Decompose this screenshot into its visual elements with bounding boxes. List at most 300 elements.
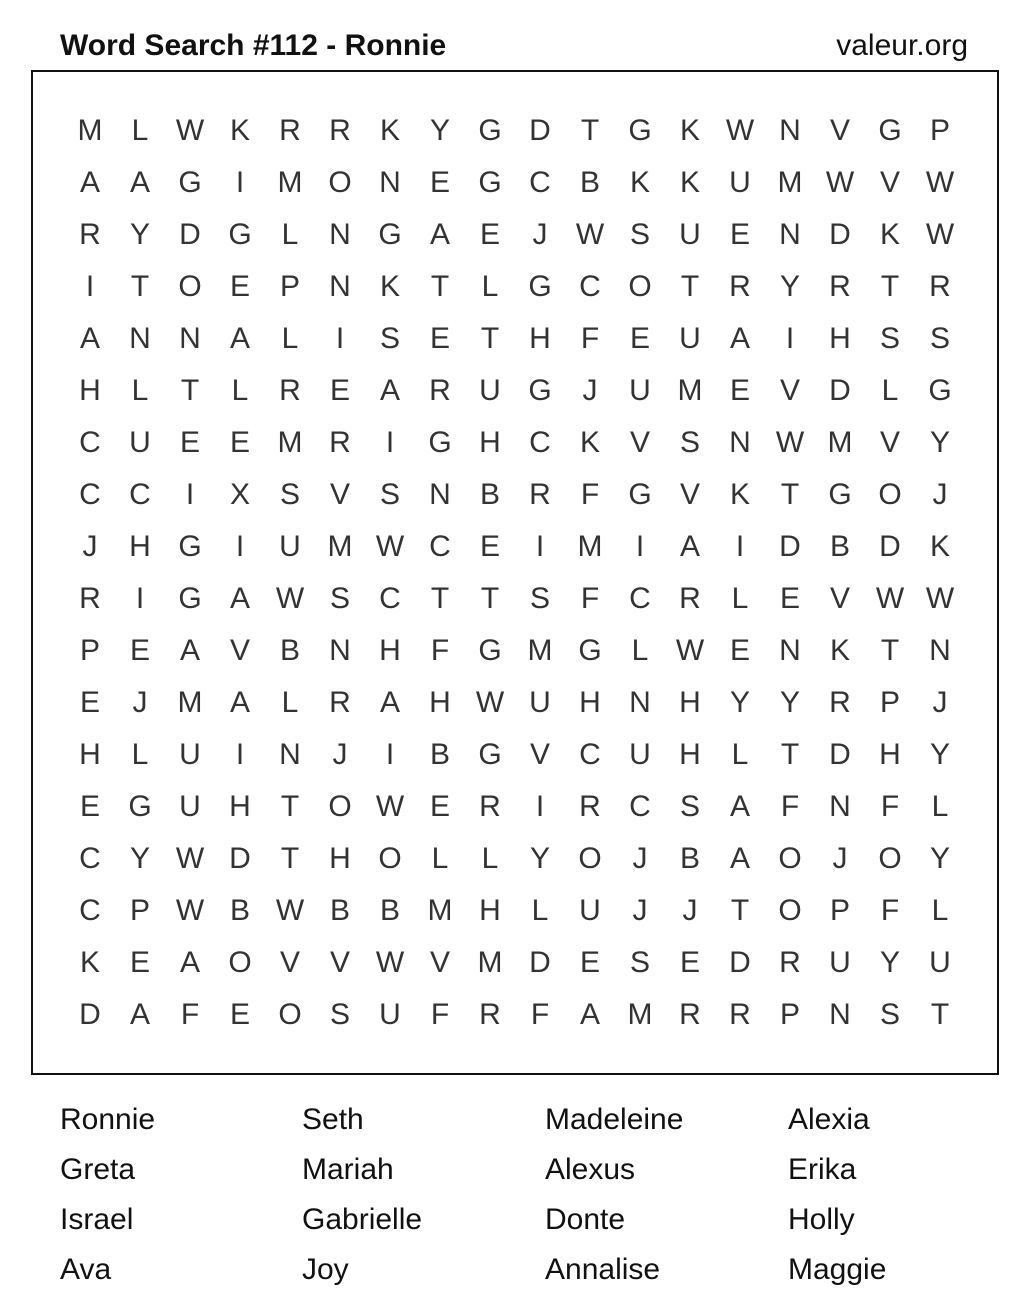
grid-letter: O [778, 842, 802, 875]
grid-letter: F [580, 582, 600, 615]
grid-letter: J [632, 842, 648, 875]
grid-letter: J [532, 218, 548, 251]
grid-letter: D [79, 998, 101, 1031]
grid-letter: O [578, 842, 602, 875]
grid-letter: O [178, 270, 202, 303]
grid-letter: U [279, 530, 301, 563]
grid-letter: E [129, 634, 150, 667]
grid-letter: U [479, 374, 501, 407]
grid-letter: G [528, 270, 552, 303]
grid-letter: H [379, 634, 401, 667]
grid-letter: Y [929, 738, 950, 771]
page-title: Word Search #112 - Ronnie [60, 29, 447, 62]
grid-letter: D [229, 842, 251, 875]
grid-letter: L [431, 842, 449, 875]
grid-letter: S [529, 582, 550, 615]
grid-letter: C [429, 530, 451, 563]
grid-letter: U [579, 894, 601, 927]
grid-letter: W [925, 166, 955, 199]
grid-letter: U [729, 166, 751, 199]
grid-letter: K [929, 530, 950, 563]
grid-letter: E [229, 998, 250, 1031]
grid-letter: R [829, 686, 851, 719]
grid-letter: I [735, 530, 745, 563]
grid-letter: C [79, 894, 101, 927]
grid-letter: G [928, 374, 952, 407]
grid-letter: T [180, 374, 200, 407]
grid-letter: J [332, 738, 348, 771]
grid-letter: C [79, 478, 101, 511]
grid-letter: L [231, 374, 249, 407]
grid-letter: G [828, 478, 852, 511]
grid-letter: C [79, 842, 101, 875]
grid-letter: D [879, 530, 901, 563]
grid-letter: G [528, 374, 552, 407]
grid-letter: H [229, 790, 251, 823]
grid-letter: M [277, 426, 303, 459]
word-list-item: Holly [788, 1203, 855, 1236]
grid-letter: P [279, 270, 300, 303]
grid-letter: U [129, 426, 151, 459]
grid-letter: F [530, 998, 550, 1031]
grid-letter: C [529, 166, 551, 199]
grid-letter: T [880, 634, 900, 667]
grid-letter: U [679, 322, 701, 355]
grid-letter: S [679, 426, 700, 459]
grid-letter: R [329, 686, 351, 719]
grid-letter: D [729, 946, 751, 979]
grid-letter: I [385, 426, 395, 459]
grid-letter: A [229, 322, 250, 355]
grid-letter: W [875, 582, 905, 615]
grid-letter: S [879, 322, 900, 355]
grid-letter: W [375, 790, 405, 823]
grid-letter: R [79, 218, 101, 251]
site-name: valeur.org [836, 29, 968, 62]
grid-letter: A [229, 686, 250, 719]
grid-letter: E [329, 374, 350, 407]
grid-letter: X [229, 478, 250, 511]
grid-letter: C [629, 790, 651, 823]
grid-letter: I [135, 582, 145, 615]
grid-letter: N [779, 634, 801, 667]
grid-letter: M [677, 374, 703, 407]
grid-letter: S [329, 998, 350, 1031]
grid-letter: A [129, 166, 150, 199]
grid-letter: G [178, 166, 202, 199]
grid-letter: E [479, 530, 500, 563]
grid-letter: M [577, 530, 603, 563]
word-list-item: Annalise [545, 1253, 661, 1286]
grid-letter: T [780, 478, 800, 511]
grid-letter: I [235, 738, 245, 771]
grid-letter: Y [429, 114, 450, 147]
grid-letter: K [679, 166, 700, 199]
word-list [60, 1100, 1000, 1300]
grid-letter: C [379, 582, 401, 615]
grid-letter: A [179, 634, 200, 667]
grid-letter: A [79, 322, 100, 355]
grid-letter: E [729, 374, 750, 407]
grid-letter: O [278, 998, 302, 1031]
grid-letter: G [178, 582, 202, 615]
grid-letter: N [329, 270, 351, 303]
grid-letter: N [829, 790, 851, 823]
grid-letter: L [731, 738, 749, 771]
grid-letter: L [281, 686, 299, 719]
word-list-item: Ronnie [60, 1103, 156, 1136]
grid-letter: R [479, 790, 501, 823]
grid-letter: L [531, 894, 549, 927]
grid-letter: L [281, 322, 299, 355]
grid-letter: A [379, 374, 400, 407]
grid-letter: F [180, 998, 200, 1031]
grid-letter: G [478, 634, 502, 667]
grid-letter: F [880, 894, 900, 927]
grid-letter: C [129, 478, 151, 511]
grid-letter: E [729, 634, 750, 667]
grid-letter: F [580, 478, 600, 511]
grid-letter: G [628, 114, 652, 147]
grid-letter: U [379, 998, 401, 1031]
grid-letter: E [429, 166, 450, 199]
grid-letter: U [829, 946, 851, 979]
grid-letter: E [429, 322, 450, 355]
grid-letter: V [829, 582, 850, 615]
letter-grid [33, 72, 997, 1073]
grid-letter: M [827, 426, 853, 459]
grid-letter: L [731, 582, 749, 615]
grid-letter: E [179, 426, 200, 459]
grid-letter: V [329, 478, 350, 511]
grid-letter: V [279, 946, 300, 979]
grid-letter: R [279, 114, 301, 147]
grid-letter: V [429, 946, 450, 979]
grid-letter: J [832, 842, 848, 875]
grid-letter: W [275, 582, 305, 615]
grid-letter: N [779, 218, 801, 251]
grid-letter: A [379, 686, 400, 719]
grid-letter: H [679, 738, 701, 771]
grid-letter: C [579, 270, 601, 303]
grid-letter: R [329, 114, 351, 147]
grid-letter: H [329, 842, 351, 875]
grid-letter: B [379, 894, 400, 927]
grid-letter: U [629, 374, 651, 407]
grid-letter: P [129, 894, 150, 927]
grid-letter: T [930, 998, 950, 1031]
grid-letter: N [279, 738, 301, 771]
grid-letter: A [179, 946, 200, 979]
grid-letter: W [925, 218, 955, 251]
grid-letter: I [535, 530, 545, 563]
grid-letter: K [379, 270, 400, 303]
grid-letter: N [929, 634, 951, 667]
grid-letter: F [580, 322, 600, 355]
grid-letter: G [428, 426, 452, 459]
grid-letter: N [379, 166, 401, 199]
grid-letter: E [729, 218, 750, 251]
grid-letter: K [579, 426, 600, 459]
grid-letter: L [631, 634, 649, 667]
grid-letter: A [729, 322, 750, 355]
grid-letter: R [579, 790, 601, 823]
grid-letter: E [229, 270, 250, 303]
grid-letter: R [679, 998, 701, 1031]
grid-letter: B [679, 842, 700, 875]
grid-letter: V [829, 114, 850, 147]
grid-letter: V [529, 738, 550, 771]
grid-letter: T [280, 842, 300, 875]
grid-letter: S [379, 322, 400, 355]
grid-letter: E [629, 322, 650, 355]
grid-letter: Y [779, 270, 800, 303]
grid-letter: T [130, 270, 150, 303]
grid-letter: R [929, 270, 951, 303]
grid-letter: N [779, 114, 801, 147]
grid-letter: G [628, 478, 652, 511]
grid-letter: K [879, 218, 900, 251]
grid-letter: A [579, 998, 600, 1031]
grid-letter: I [235, 166, 245, 199]
grid-letter: M [77, 114, 103, 147]
grid-letter: H [579, 686, 601, 719]
grid-letter: G [878, 114, 902, 147]
grid-letter: R [79, 582, 101, 615]
word-list-item: Ava [60, 1253, 112, 1286]
grid-letter: Y [879, 946, 900, 979]
grid-letter: N [179, 322, 201, 355]
grid-letter: N [329, 218, 351, 251]
grid-letter: G [478, 166, 502, 199]
grid-letter: A [79, 166, 100, 199]
grid-letter: R [529, 478, 551, 511]
grid-letter: W [575, 218, 605, 251]
grid-letter: B [329, 894, 350, 927]
grid-letter: C [579, 738, 601, 771]
grid-letter: P [879, 686, 900, 719]
grid-letter: E [479, 218, 500, 251]
grid-letter: M [477, 946, 503, 979]
grid-letter: J [632, 894, 648, 927]
grid-letter: Y [129, 842, 150, 875]
grid-letter: V [329, 946, 350, 979]
grid-letter: J [682, 894, 698, 927]
grid-letter: V [879, 166, 900, 199]
grid-letter: B [479, 478, 500, 511]
grid-letter: J [132, 686, 148, 719]
grid-letter: E [679, 946, 700, 979]
grid-letter: F [430, 998, 450, 1031]
grid-letter: J [82, 530, 98, 563]
word-list-item: Donte [545, 1203, 626, 1236]
grid-letter: E [79, 686, 100, 719]
grid-letter: Y [529, 842, 550, 875]
grid-letter: D [829, 218, 851, 251]
grid-letter: I [785, 322, 795, 355]
grid-letter: H [879, 738, 901, 771]
grid-letter: W [175, 894, 205, 927]
word-list-item: Joy [302, 1253, 349, 1286]
grid-letter: L [131, 374, 149, 407]
grid-letter: W [375, 530, 405, 563]
grid-letter: B [229, 894, 250, 927]
grid-letter: G [478, 738, 502, 771]
grid-letter: B [429, 738, 450, 771]
grid-letter: R [329, 426, 351, 459]
grid-letter: P [929, 114, 950, 147]
grid-letter: N [129, 322, 151, 355]
grid-letter: I [385, 738, 395, 771]
grid-letter: L [931, 790, 949, 823]
grid-letter: I [185, 478, 195, 511]
grid-letter: D [529, 114, 551, 147]
grid-letter: W [175, 114, 205, 147]
word-list-item: Israel [60, 1203, 134, 1236]
grid-letter: A [129, 998, 150, 1031]
grid-letter: M [327, 530, 353, 563]
grid-letter: R [729, 998, 751, 1031]
grid-letter: T [480, 582, 500, 615]
grid-letter: D [179, 218, 201, 251]
grid-letter: H [679, 686, 701, 719]
grid-letter: K [379, 114, 400, 147]
grid-letter: O [628, 270, 652, 303]
grid-letter: T [280, 790, 300, 823]
grid-letter: H [429, 686, 451, 719]
grid-letter: J [932, 478, 948, 511]
grid-letter: M [177, 686, 203, 719]
grid-letter: K [79, 946, 100, 979]
grid-letter: H [529, 322, 551, 355]
grid-letter: C [529, 426, 551, 459]
grid-letter: J [582, 374, 598, 407]
grid-letter: L [931, 894, 949, 927]
grid-letter: R [479, 998, 501, 1031]
grid-letter: S [629, 218, 650, 251]
grid-letter: T [880, 270, 900, 303]
grid-letter: M [527, 634, 553, 667]
grid-letter: L [481, 270, 499, 303]
grid-letter: G [128, 790, 152, 823]
grid-letter: Y [129, 218, 150, 251]
grid-letter: U [179, 738, 201, 771]
grid-letter: W [375, 946, 405, 979]
grid-letter: B [279, 634, 300, 667]
grid-letter: O [228, 946, 252, 979]
grid-letter: O [378, 842, 402, 875]
grid-letter: T [680, 270, 700, 303]
grid-letter: O [878, 842, 902, 875]
grid-letter: W [675, 634, 705, 667]
grid-letter: F [780, 790, 800, 823]
grid-letter: J [932, 686, 948, 719]
grid-letter: Y [929, 842, 950, 875]
grid-letter: N [629, 686, 651, 719]
grid-letter: B [829, 530, 850, 563]
grid-letter: S [329, 582, 350, 615]
grid-letter: E [429, 790, 450, 823]
grid-letter: H [829, 322, 851, 355]
grid-letter: R [429, 374, 451, 407]
grid-letter: H [479, 426, 501, 459]
grid-letter: S [379, 478, 400, 511]
grid-letter: W [475, 686, 505, 719]
grid-letter: O [328, 790, 352, 823]
grid-letter: K [229, 114, 250, 147]
grid-letter: E [129, 946, 150, 979]
grid-letter: U [929, 946, 951, 979]
grid-letter: A [429, 218, 450, 251]
grid-letter: D [829, 738, 851, 771]
word-list-item: Gabrielle [302, 1203, 423, 1236]
grid-letter: W [175, 842, 205, 875]
grid-letter: R [779, 946, 801, 979]
grid-letter: S [279, 478, 300, 511]
grid-letter: S [679, 790, 700, 823]
grid-letter: K [729, 478, 750, 511]
grid-letter: W [725, 114, 755, 147]
grid-letter: G [378, 218, 402, 251]
grid-letter: N [829, 998, 851, 1031]
grid-letter: R [679, 582, 701, 615]
grid-letter: U [629, 738, 651, 771]
grid-letter: H [129, 530, 151, 563]
grid-letter: V [629, 426, 650, 459]
grid-letter: F [880, 790, 900, 823]
grid-letter: N [729, 426, 751, 459]
grid-letter: W [775, 426, 805, 459]
grid-letter: Y [779, 686, 800, 719]
grid-letter: N [429, 478, 451, 511]
grid-letter: F [430, 634, 450, 667]
grid-letter: T [730, 894, 750, 927]
grid-letter: A [729, 790, 750, 823]
grid-letter: T [780, 738, 800, 771]
grid-letter: P [79, 634, 100, 667]
grid-letter: M [277, 166, 303, 199]
word-list-item: Maggie [788, 1253, 887, 1286]
grid-letter: T [480, 322, 500, 355]
grid-letter: I [635, 530, 645, 563]
grid-letter: L [281, 218, 299, 251]
grid-letter: R [279, 374, 301, 407]
grid-letter: O [778, 894, 802, 927]
grid-letter: M [627, 998, 653, 1031]
grid-letter: G [178, 530, 202, 563]
grid-letter: P [779, 998, 800, 1031]
word-list-item: Greta [60, 1153, 136, 1186]
grid-letter: I [85, 270, 95, 303]
grid-letter: T [430, 270, 450, 303]
grid-letter: G [228, 218, 252, 251]
grid-letter: P [829, 894, 850, 927]
grid-letter: W [925, 582, 955, 615]
grid-letter: L [881, 374, 899, 407]
grid-letter: O [328, 166, 352, 199]
grid-letter: V [879, 426, 900, 459]
word-list-item: Madeleine [545, 1103, 684, 1136]
grid-letter: S [629, 946, 650, 979]
grid-letter: M [427, 894, 453, 927]
word-list-item: Seth [302, 1103, 364, 1136]
grid-letter: R [729, 270, 751, 303]
grid-letter: E [579, 946, 600, 979]
grid-letter: V [679, 478, 700, 511]
grid-letter: I [235, 530, 245, 563]
grid-letter: S [929, 322, 950, 355]
grid-letter: L [131, 114, 149, 147]
